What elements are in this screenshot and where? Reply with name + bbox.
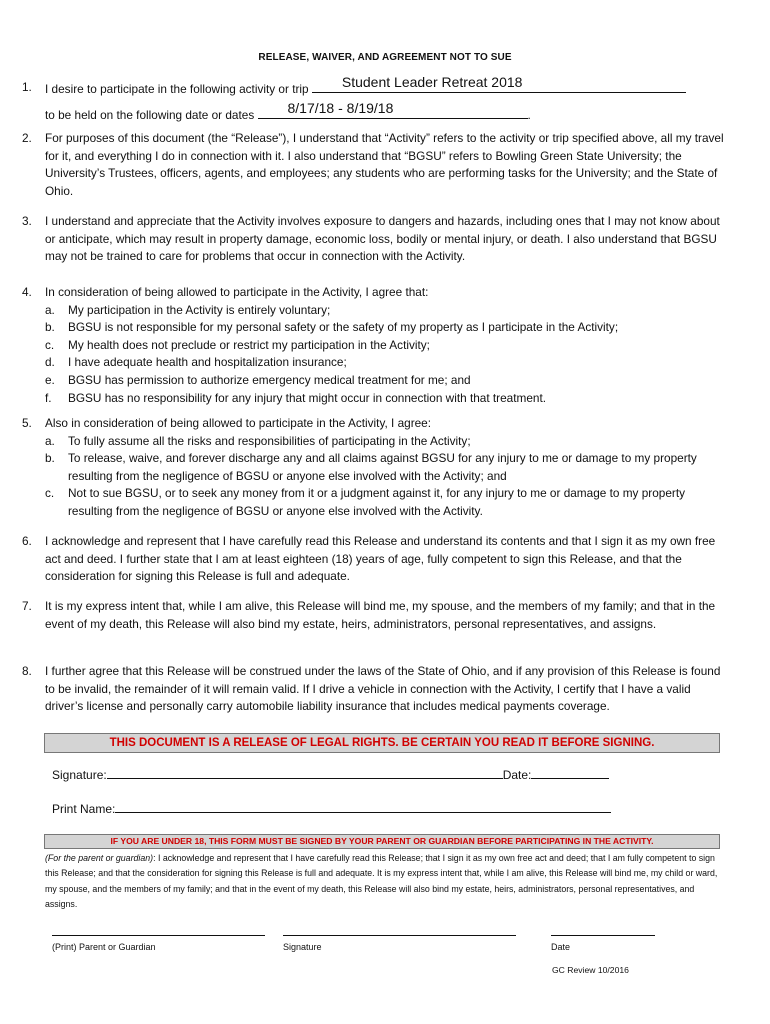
sub-letter: c. xyxy=(45,337,55,352)
item-text: For purposes of this document (the “Release”), I understand that “Activity” refers to the activity or trip specified above, all my travel for it, and everything I do in connection with it. I also understand that “BGSU” refers to Bowling Green State University; the University’s Trustees, officers, agents, and employees; any students who are performing tasks for the University; and the State of Ohio. xyxy=(45,131,724,198)
sub-letter: b. xyxy=(45,320,55,335)
item-intro: Also in consideration of being allowed to participate in the Activity, I agree: xyxy=(45,416,432,430)
item-1 xyxy=(22,74,732,125)
sub-item xyxy=(45,390,732,408)
sub-item xyxy=(45,450,732,485)
period: . xyxy=(527,108,531,122)
signature-field[interactable] xyxy=(107,766,503,779)
sub-item xyxy=(45,319,732,337)
guardian-statement xyxy=(45,851,725,913)
sub-item xyxy=(45,372,732,390)
activity-value: Student Leader Retreat 2018 xyxy=(341,74,523,91)
item-number: 2. xyxy=(22,131,32,145)
signature-row xyxy=(52,766,609,782)
sub-item xyxy=(45,354,732,372)
date-field[interactable] xyxy=(531,766,609,779)
sub-text: Not to sue BGSU, or to seek any money from it or a judgment against it, for any injury to me or damage to my property resulting from the negligence of BGSU or anyone else involved with the Activity. xyxy=(68,486,685,518)
minor-warning-banner: IF YOU ARE UNDER 18, THIS FORM MUST BE SIGNED BY YOUR PARENT OR GUARDIAN BEFORE PARTICIPATING IN THE ACTIVITY. xyxy=(44,834,720,849)
sub-letter: b. xyxy=(45,451,55,466)
sub-item xyxy=(45,485,732,520)
sub-letter: d. xyxy=(45,355,55,370)
item-2 xyxy=(22,130,732,200)
sub-letter: a. xyxy=(45,302,55,317)
dates-value: 8/17/18 - 8/19/18 xyxy=(287,100,394,117)
item-number: 1. xyxy=(22,80,32,94)
parent-date-label: Date xyxy=(551,942,571,952)
item-intro: In consideration of being allowed to participate in the Activity, I agree that: xyxy=(45,285,429,299)
activity-prompt: I desire to participate in the following activity or trip xyxy=(45,82,309,96)
print-name-label: Print Name: xyxy=(52,802,116,816)
item-number: 7. xyxy=(22,599,32,613)
item-8 xyxy=(22,663,732,716)
item-number: 8. xyxy=(22,664,32,678)
sub-letter: e. xyxy=(45,372,55,387)
sub-text: I have adequate health and hospitalization insurance; xyxy=(68,355,347,370)
sub-item xyxy=(45,433,732,451)
parent-name-label: (Print) Parent or Guardian xyxy=(52,942,156,952)
item-text: I acknowledge and represent that I have carefully read this Release and understand its contents and that I sign it as my own free act and deed. I further state that I am at least eighteen (18) years of age, fully competent to sign this Release, and that the consideration for signing this Release is full and adequate. xyxy=(45,534,716,584)
item-5 xyxy=(22,415,732,521)
item-number: 3. xyxy=(22,214,32,228)
parent-name-field[interactable] xyxy=(52,935,265,936)
sub-letter: c. xyxy=(45,486,55,501)
sub-text: To fully assume all the risks and responsibilities of participating in the Activity; xyxy=(68,433,471,448)
sub-text: To release, waive, and forever discharge any and all claims against BGSU for any injury to me or damage to my property resulting from the negligence of BGSU or anyone else involved with the Activity; and xyxy=(68,451,697,483)
sub-letter: f. xyxy=(45,390,52,405)
print-name-field[interactable] xyxy=(115,800,611,813)
activity-field[interactable] xyxy=(312,74,686,93)
item-3 xyxy=(22,213,732,266)
item-text: I further agree that this Release will be construed under the laws of the State of Ohio, and if any provision of this Release is found to be invalid, the remainder of it will remain valid. If I drive a vehicle in connection with the Activity, I certify that I have a valid driver’s license and personally carry automobile liability insurance that includes medical payments coverage. xyxy=(45,664,721,714)
date-label: Date: xyxy=(502,768,532,782)
sub-item xyxy=(45,302,732,320)
item-number: 4. xyxy=(22,285,32,299)
item-6 xyxy=(22,533,732,586)
parent-signature-field[interactable] xyxy=(283,935,516,936)
item-number: 6. xyxy=(22,534,32,548)
sub-letter: a. xyxy=(45,433,55,448)
signature-label: Signature: xyxy=(52,768,107,782)
item-7 xyxy=(22,598,732,633)
parent-signature-label: Signature xyxy=(283,942,322,952)
sub-item xyxy=(45,337,732,355)
sub-text: BGSU has permission to authorize emergency medical treatment for me; and xyxy=(68,372,471,387)
dates-field[interactable] xyxy=(258,100,528,119)
sub-text: BGSU has no responsibility for any injury that might occur in connection with that treatment. xyxy=(68,390,547,405)
review-footer: GC Review 10/2016 xyxy=(552,965,629,975)
document-title: RELEASE, WAIVER, AND AGREEMENT NOT TO SUE xyxy=(258,52,512,63)
item-text: I understand and appreciate that the Activity involves exposure to dangers and hazards, including ones that I may not know about or anticipate, which may result in property damage, economic loss, bodily or mental injury, or death. I also understand that BGSU may not be trained to care for problems that occur in connection with the Activity. xyxy=(45,214,720,264)
guardian-text: : I acknowledge and represent that I have carefully read this Release; that I sign it as my own free act and deed; that I am fully competent to sign this Release; and that the consideration for signing this Release is full and adequate. It is my express intent that, while I am alive, this Release will bind me, my child or ward, my spouse, and the members of my family; and that in the event of my death, this Release will also bind my estate, heirs, administrators, personal representatives, and assigns. xyxy=(45,853,718,910)
item-text: It is my express intent that, while I am alive, this Release will bind me, my spouse, and the members of my family; and that in the event of my death, this Release will also bind my estate, heirs, administrators, personal representatives, and assigns. xyxy=(45,599,716,631)
item-number: 5. xyxy=(22,416,32,430)
guardian-lead: (For the parent or guardian) xyxy=(45,853,154,863)
sub-text: My health does not preclude or restrict my participation in the Activity; xyxy=(68,337,430,352)
item-4 xyxy=(22,284,732,407)
sub-text: My participation in the Activity is entirely voluntary; xyxy=(68,302,331,317)
parent-date-field[interactable] xyxy=(551,935,655,936)
legal-rights-banner: THIS DOCUMENT IS A RELEASE OF LEGAL RIGHTS. BE CERTAIN YOU READ IT BEFORE SIGNING. xyxy=(44,733,720,753)
dates-prompt: to be held on the following date or dates xyxy=(45,108,255,122)
sub-text: BGSU is not responsible for my personal safety or the safety of my property as I participate in the Activity; xyxy=(68,320,619,335)
print-name-row xyxy=(52,800,611,816)
